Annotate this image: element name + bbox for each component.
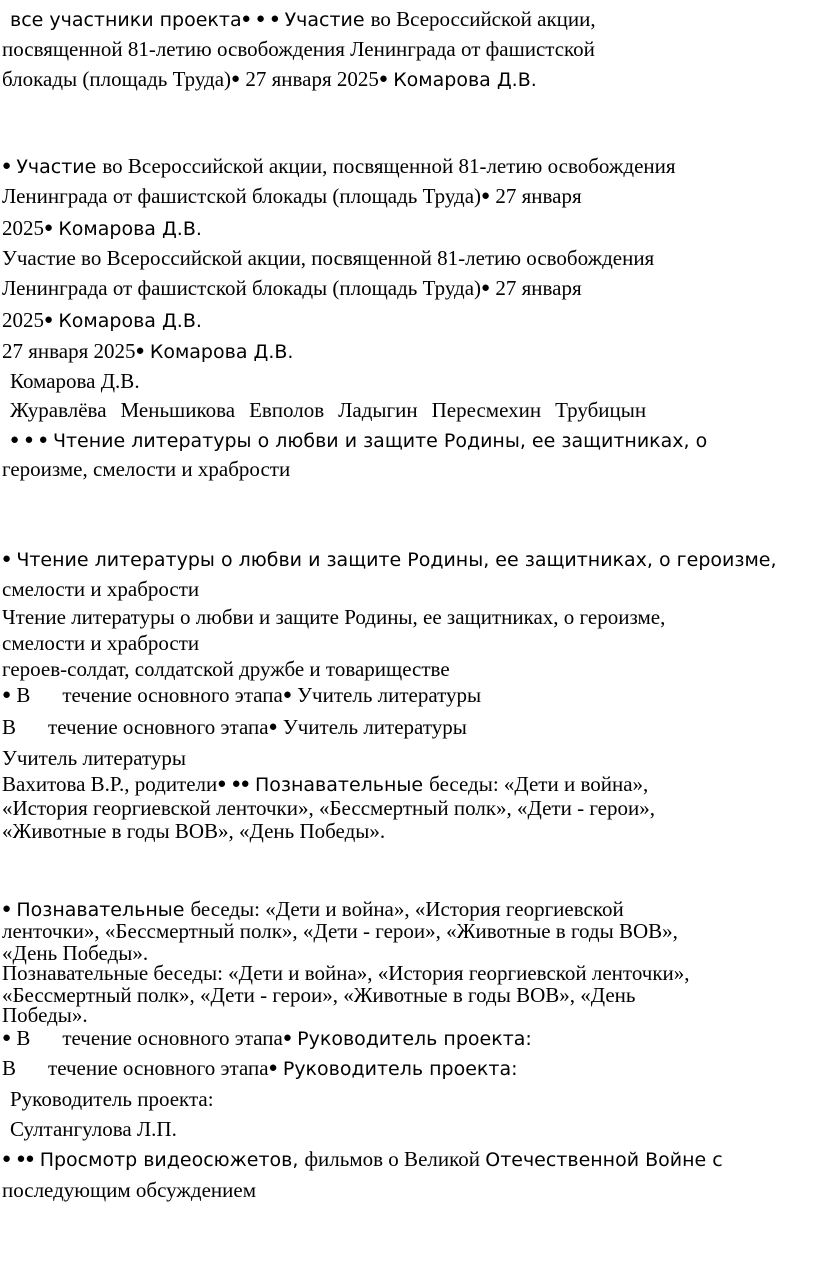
text-line bbox=[2, 682, 481, 711]
text-fragment: течение основного этапа bbox=[48, 1056, 269, 1080]
text-fragment: 27 января bbox=[495, 276, 582, 300]
text-line bbox=[2, 183, 582, 212]
text-fragment: фильмов о Великой bbox=[304, 1147, 486, 1171]
bullet-icon: ● bbox=[241, 11, 251, 27]
bullet-icon: ● bbox=[268, 1060, 278, 1076]
text-line bbox=[2, 66, 537, 95]
participant-name: Меньшикова bbox=[120, 398, 236, 422]
text-line: смелости и храбрости bbox=[2, 631, 200, 655]
text-fragment: Познавательные bbox=[16, 899, 191, 921]
text-line: Учитель литературы bbox=[2, 746, 186, 770]
bullet-icon: ● bbox=[2, 901, 12, 917]
bullet-icon: ● bbox=[481, 188, 491, 204]
text-line bbox=[2, 546, 777, 575]
text-fragment: течение основного этапа bbox=[48, 715, 269, 739]
text-fragment: Учитель литературы bbox=[297, 683, 482, 707]
participant-name: Журавлёва bbox=[10, 398, 107, 422]
text-line bbox=[10, 6, 596, 35]
bullet-icon: ● bbox=[135, 343, 145, 359]
text-fragment: Учитель литературы bbox=[282, 715, 467, 739]
participant-name: Евполов bbox=[249, 398, 325, 422]
text-fragment: 2025 bbox=[2, 308, 44, 332]
bullet-icon: ● bbox=[282, 1030, 292, 1046]
text-fragment: В bbox=[16, 683, 31, 707]
text-fragment: Комарова Д.В. bbox=[393, 69, 537, 91]
bullet-icon: ● bbox=[217, 776, 227, 792]
text-fragment: Ленинграда от фашистской блокады (площадь Труда) bbox=[2, 276, 482, 300]
text-fragment: все участники проекта bbox=[10, 9, 242, 31]
bullet-icon: ● bbox=[44, 312, 54, 328]
text-line: героизме, смелости и храбрости bbox=[2, 457, 291, 481]
text-fragment: Чтение литературы о любви и защите Родины, ее защитниках, о героизме, bbox=[16, 549, 777, 571]
text-line: Султангулова Л.П. bbox=[10, 1117, 177, 1141]
text-line bbox=[2, 338, 293, 367]
text-line: Победы». bbox=[2, 1003, 88, 1027]
text-fragment: Ленинграда от фашистской блокады (площадь Труда) bbox=[2, 184, 482, 208]
text-line bbox=[2, 275, 582, 304]
text-line: героев-солдат, солдатской дружбе и товариществе bbox=[2, 657, 450, 681]
text-fragment: беседы: «Дети и война», «История георгиевской bbox=[190, 897, 624, 921]
text-line: ленточки», «Бессмертный полк», «Дети - герои», «Животные в годы ВОВ», bbox=[2, 919, 678, 943]
text-fragment: В bbox=[2, 715, 17, 739]
bullet-icon: ● bbox=[2, 1030, 12, 1046]
text-line: Чтение литературы о любви и защите Родины, ее защитниках, о героизме, bbox=[2, 605, 666, 629]
text-line: «История георгиевской ленточки», «Бессмертный полк», «Дети - герои», bbox=[2, 796, 655, 820]
text-fragment: блокады (площадь Труда) bbox=[2, 67, 232, 91]
text-line: «Животные в годы ВОВ», «День Победы». bbox=[2, 819, 386, 843]
bullet-icon: ●● bbox=[16, 1151, 35, 1167]
text-fragment: 27 января 2025 bbox=[245, 67, 379, 91]
text-line: смелости и храбрости bbox=[2, 577, 200, 601]
text-line bbox=[10, 427, 707, 456]
text-fragment: Вахитова В.Р., родители bbox=[2, 772, 218, 796]
text-line: последующим обсуждением bbox=[2, 1178, 256, 1202]
text-line: Комарова Д.В. bbox=[10, 369, 140, 393]
text-fragment: беседы: «Дети и война», bbox=[429, 772, 649, 796]
bullet-icon: ● bbox=[38, 432, 48, 448]
text-fragment: Чтение литературы о любви и защите Родины, ее защитниках, о bbox=[52, 430, 708, 452]
bullet-icon: ● bbox=[24, 432, 34, 448]
text-fragment: Руководитель проекта: bbox=[282, 1058, 518, 1080]
bullet-icon: ● bbox=[255, 11, 265, 27]
text-fragment: Участие bbox=[16, 156, 103, 178]
text-fragment: Отечественной Войне с bbox=[485, 1149, 723, 1171]
text-fragment: Комарова Д.В. bbox=[58, 310, 202, 332]
bullet-icon: ● bbox=[378, 71, 388, 87]
text-fragment: Комарова Д.В. bbox=[149, 341, 294, 363]
text-fragment: течение основного этапа bbox=[62, 1026, 283, 1050]
text-fragment: 27 января 2025 bbox=[2, 339, 136, 363]
text-line bbox=[2, 307, 202, 336]
text-fragment: 27 января bbox=[495, 184, 582, 208]
text-fragment: В bbox=[16, 1026, 31, 1050]
text-line: «Бессмертный полк», «Дети - герои», «Животные в годы ВОВ», «День bbox=[2, 983, 636, 1007]
bullet-icon: ●● bbox=[231, 776, 250, 792]
bullet-icon: ● bbox=[44, 220, 54, 236]
text-line bbox=[2, 714, 467, 743]
text-line: Участие во Всероссийской акции, посвященной 81-летию освобождения bbox=[2, 246, 655, 270]
text-line: Познавательные беседы: «Дети и война», «История георгиевской ленточки», bbox=[2, 961, 690, 985]
text-fragment: 2025 bbox=[2, 216, 44, 240]
bullet-icon: ● bbox=[270, 11, 280, 27]
bullet-icon: ● bbox=[10, 432, 20, 448]
participant-name: Ладыгин bbox=[338, 398, 418, 422]
text-line bbox=[2, 1146, 723, 1175]
text-line bbox=[2, 1025, 532, 1054]
bullet-icon: ● bbox=[2, 1151, 12, 1167]
participant-name: Трубицын bbox=[555, 398, 647, 422]
text-fragment: Познавательные bbox=[254, 774, 430, 796]
text-fragment: течение основного этапа bbox=[62, 683, 283, 707]
bullet-icon: ● bbox=[268, 719, 278, 735]
bullet-icon: ● bbox=[282, 687, 292, 703]
text-line bbox=[2, 1055, 518, 1084]
text-line: «День Победы». bbox=[2, 941, 149, 965]
bullet-icon: ● bbox=[231, 71, 241, 87]
bullet-icon: ● bbox=[481, 280, 491, 296]
text-fragment: Руководитель проекта: bbox=[297, 1028, 532, 1050]
text-fragment: Просмотр видеосюжетов, bbox=[39, 1149, 305, 1171]
text-fragment: Комарова Д.В. bbox=[58, 218, 202, 240]
text-line: посвященной 81-летию освобождения Ленинграда от фашистской bbox=[2, 37, 595, 61]
text-fragment: во Всероссийской акции, посвященной 81-летию освобождения bbox=[102, 154, 676, 178]
bullet-icon: ● bbox=[2, 551, 12, 567]
text-line bbox=[2, 153, 676, 182]
text-line: Руководитель проекта: bbox=[10, 1087, 214, 1111]
text-line bbox=[10, 397, 646, 423]
bullet-icon: ● bbox=[2, 687, 12, 703]
text-fragment: Участие bbox=[284, 9, 371, 31]
text-fragment: В bbox=[2, 1056, 17, 1080]
text-fragment: во Всероссийской акции, bbox=[370, 7, 596, 31]
text-line bbox=[2, 215, 202, 244]
participant-name: Пересмехин bbox=[431, 398, 542, 422]
bullet-icon: ● bbox=[2, 158, 12, 174]
